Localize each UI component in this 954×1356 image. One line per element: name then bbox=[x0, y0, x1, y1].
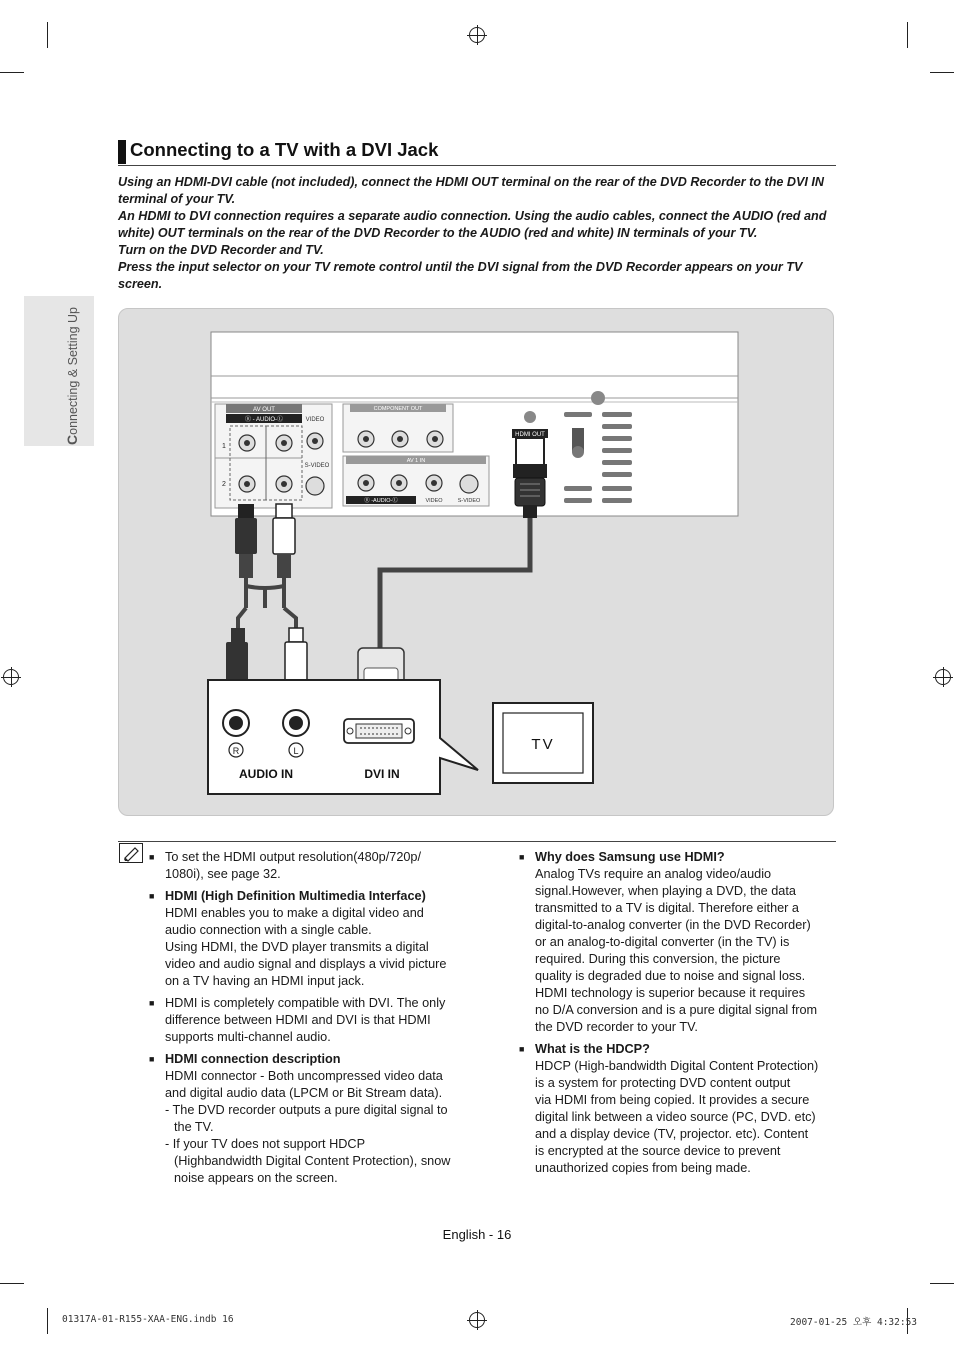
intro-paragraph: Using an HDMI-DVI cable (not included), connect the HDMI OUT terminal on the rear of the DVD Recorder to the DVI IN terminal of your TV. bbox=[118, 175, 825, 206]
note-line: quality is degraded due to noise and signal loss. bbox=[535, 969, 806, 983]
note-heading: What is the HDCP? bbox=[535, 1042, 650, 1056]
note-line: - The DVD recorder outputs a pure digital signal to bbox=[165, 1103, 448, 1117]
note-line: digital-to-analog converter (in the DVD Recorder) bbox=[535, 918, 811, 932]
note-line: no D/A conversion and is a pure digital signal from bbox=[535, 1003, 818, 1017]
title-marker bbox=[118, 140, 126, 164]
note-line: digital link between a video source (PC, DVD. etc) bbox=[535, 1110, 816, 1124]
row-1-label: 1 bbox=[222, 443, 226, 450]
note-line: Analog TVs require an analog video/audio bbox=[535, 867, 772, 881]
section-tab bbox=[24, 296, 94, 446]
s-video-in-label: S-VIDEO bbox=[457, 498, 481, 504]
video-label: VIDEO bbox=[305, 417, 325, 423]
crop-mark bbox=[47, 1308, 48, 1334]
crop-mark bbox=[47, 22, 48, 48]
title-rule bbox=[118, 165, 836, 166]
page-title: Connecting to a TV with a DVI Jack bbox=[130, 139, 439, 160]
note-line: 1080i), see page 32. bbox=[165, 867, 281, 881]
av1-in-label: AV 1 IN bbox=[406, 458, 426, 464]
tv-label: TV bbox=[531, 736, 555, 753]
registration-mark-icon bbox=[469, 27, 485, 43]
note-line: the TV. bbox=[174, 1120, 214, 1134]
note-pencil-icon bbox=[119, 843, 143, 863]
note-line: is a system for protecting DVD content output bbox=[535, 1076, 791, 1090]
av1-audio-label: Ⓡ -AUDIO-Ⓛ bbox=[364, 498, 398, 504]
av-out-audio-label: Ⓡ - AUDIO-Ⓛ bbox=[244, 417, 284, 423]
crop-mark bbox=[930, 72, 954, 73]
print-timestamp: 2007-01-25 오후 4:32:53 bbox=[790, 1317, 918, 1328]
notes-right-column bbox=[519, 849, 849, 1182]
note-line: HDCP (High-bandwidth Digital Content Protection) bbox=[535, 1059, 819, 1073]
audio-cables bbox=[226, 504, 307, 690]
audio-in-label: AUDIO IN bbox=[239, 767, 293, 781]
s-video-label: S-VIDEO bbox=[304, 463, 330, 469]
note-line: video and audio signal and displays a vivid picture bbox=[165, 957, 447, 971]
file-slug: 01317A-01-R155-XAA-ENG.indb 16 bbox=[62, 1314, 234, 1325]
note-heading: Why does Samsung use HDMI? bbox=[535, 850, 725, 864]
notes-left-column bbox=[149, 849, 479, 1192]
note-line: or an analog-to-digital converter (in the TV) is bbox=[535, 935, 790, 949]
note-line: (Highbandwidth Digital Content Protection), snow bbox=[174, 1154, 451, 1168]
right-channel-label: R bbox=[232, 746, 240, 756]
registration-mark-icon bbox=[935, 669, 951, 685]
dvd-recorder-rear-panel bbox=[211, 332, 738, 516]
connection-diagram-drawing bbox=[118, 308, 834, 816]
note-line: ■ To set the HDMI output resolution(480p/720p/ bbox=[165, 850, 422, 864]
note-line: supports multi-channel audio. bbox=[165, 1030, 331, 1044]
intro-paragraph: Turn on the DVD Recorder and TV. bbox=[118, 243, 324, 257]
note-line: HDMI enables you to make a digital video and bbox=[165, 906, 424, 920]
note-line: via HDMI from being copied. It provides a secure bbox=[535, 1093, 810, 1107]
crop-mark bbox=[0, 1283, 24, 1284]
note-heading: HDMI (High Definition Multimedia Interface) bbox=[165, 889, 426, 903]
notes-rule bbox=[118, 841, 836, 842]
note-line: the DVD recorder to your TV. bbox=[535, 1020, 698, 1034]
tv-input-panel bbox=[208, 680, 478, 794]
video-in-label: VIDEO bbox=[425, 498, 443, 504]
section-tab-label: Connecting & Setting Up bbox=[64, 307, 80, 445]
dvi-in-label: DVI IN bbox=[364, 767, 400, 781]
note-line: and digital audio data (LPCM or Bit Stream data). bbox=[165, 1086, 443, 1100]
note-line: required. During this conversion, the picture bbox=[535, 952, 781, 966]
registration-mark-icon bbox=[3, 669, 19, 685]
note-item bbox=[149, 888, 479, 990]
note-heading: HDMI connection description bbox=[165, 1052, 341, 1066]
note-item bbox=[519, 1041, 849, 1177]
page-number: English - 16 bbox=[442, 1227, 512, 1242]
note-line: signal.However, when playing a DVD, the data bbox=[535, 884, 796, 898]
crop-mark bbox=[0, 72, 24, 73]
left-channel-label: L bbox=[293, 746, 299, 756]
hdmi-out-label: HDMI OUT bbox=[515, 432, 545, 438]
note-line: noise appears on the screen. bbox=[174, 1171, 338, 1185]
registration-mark-icon bbox=[469, 1312, 485, 1328]
tv-icon bbox=[493, 703, 593, 783]
note-item bbox=[149, 995, 479, 1046]
note-item bbox=[149, 1051, 479, 1187]
intro-text bbox=[118, 174, 840, 293]
note-line: difference between HDMI and DVI is that HDMI bbox=[165, 1013, 431, 1027]
intro-paragraph: An HDMI to DVI connection requires a separate audio connection. Using the audio cables, connect the AUDIO (red and white) OUT terminals on the rear of the DVD Recorder to the AUDIO (red and white) IN terminals of your TV. bbox=[118, 209, 827, 240]
note-line: transmitted to a TV is digital. Therefore either a bbox=[535, 901, 799, 915]
av-out-label: AV OUT bbox=[253, 407, 275, 413]
note-line: audio connection with a single cable. bbox=[165, 923, 372, 937]
note-line: - If your TV does not support HDCP bbox=[165, 1137, 366, 1151]
note-item bbox=[519, 849, 849, 1036]
note-line: HDMI technology is superior because it requires bbox=[535, 986, 806, 1000]
note-line: is encrypted at the source device to prevent bbox=[535, 1144, 781, 1158]
note-line: on a TV having an HDMI input jack. bbox=[165, 974, 365, 988]
crop-mark bbox=[930, 1283, 954, 1284]
crop-mark bbox=[907, 22, 908, 48]
note-line: ■ HDMI is completely compatible with DVI. The only bbox=[165, 996, 446, 1010]
note-line: Using HDMI, the DVD player transmits a digital bbox=[165, 940, 429, 954]
component-out-label: COMPONENT OUT bbox=[373, 406, 423, 412]
note-line: and a display device (TV, projector. etc). Content bbox=[535, 1127, 809, 1141]
note-line: unauthorized copies from being made. bbox=[535, 1161, 751, 1175]
row-2-label: 2 bbox=[222, 481, 226, 488]
intro-paragraph: Press the input selector on your TV remote control until the DVI signal from the DVD Recorder appears on your TV screen. bbox=[118, 260, 803, 291]
note-item bbox=[149, 849, 479, 883]
note-line: HDMI connector - Both uncompressed video data bbox=[165, 1069, 443, 1083]
